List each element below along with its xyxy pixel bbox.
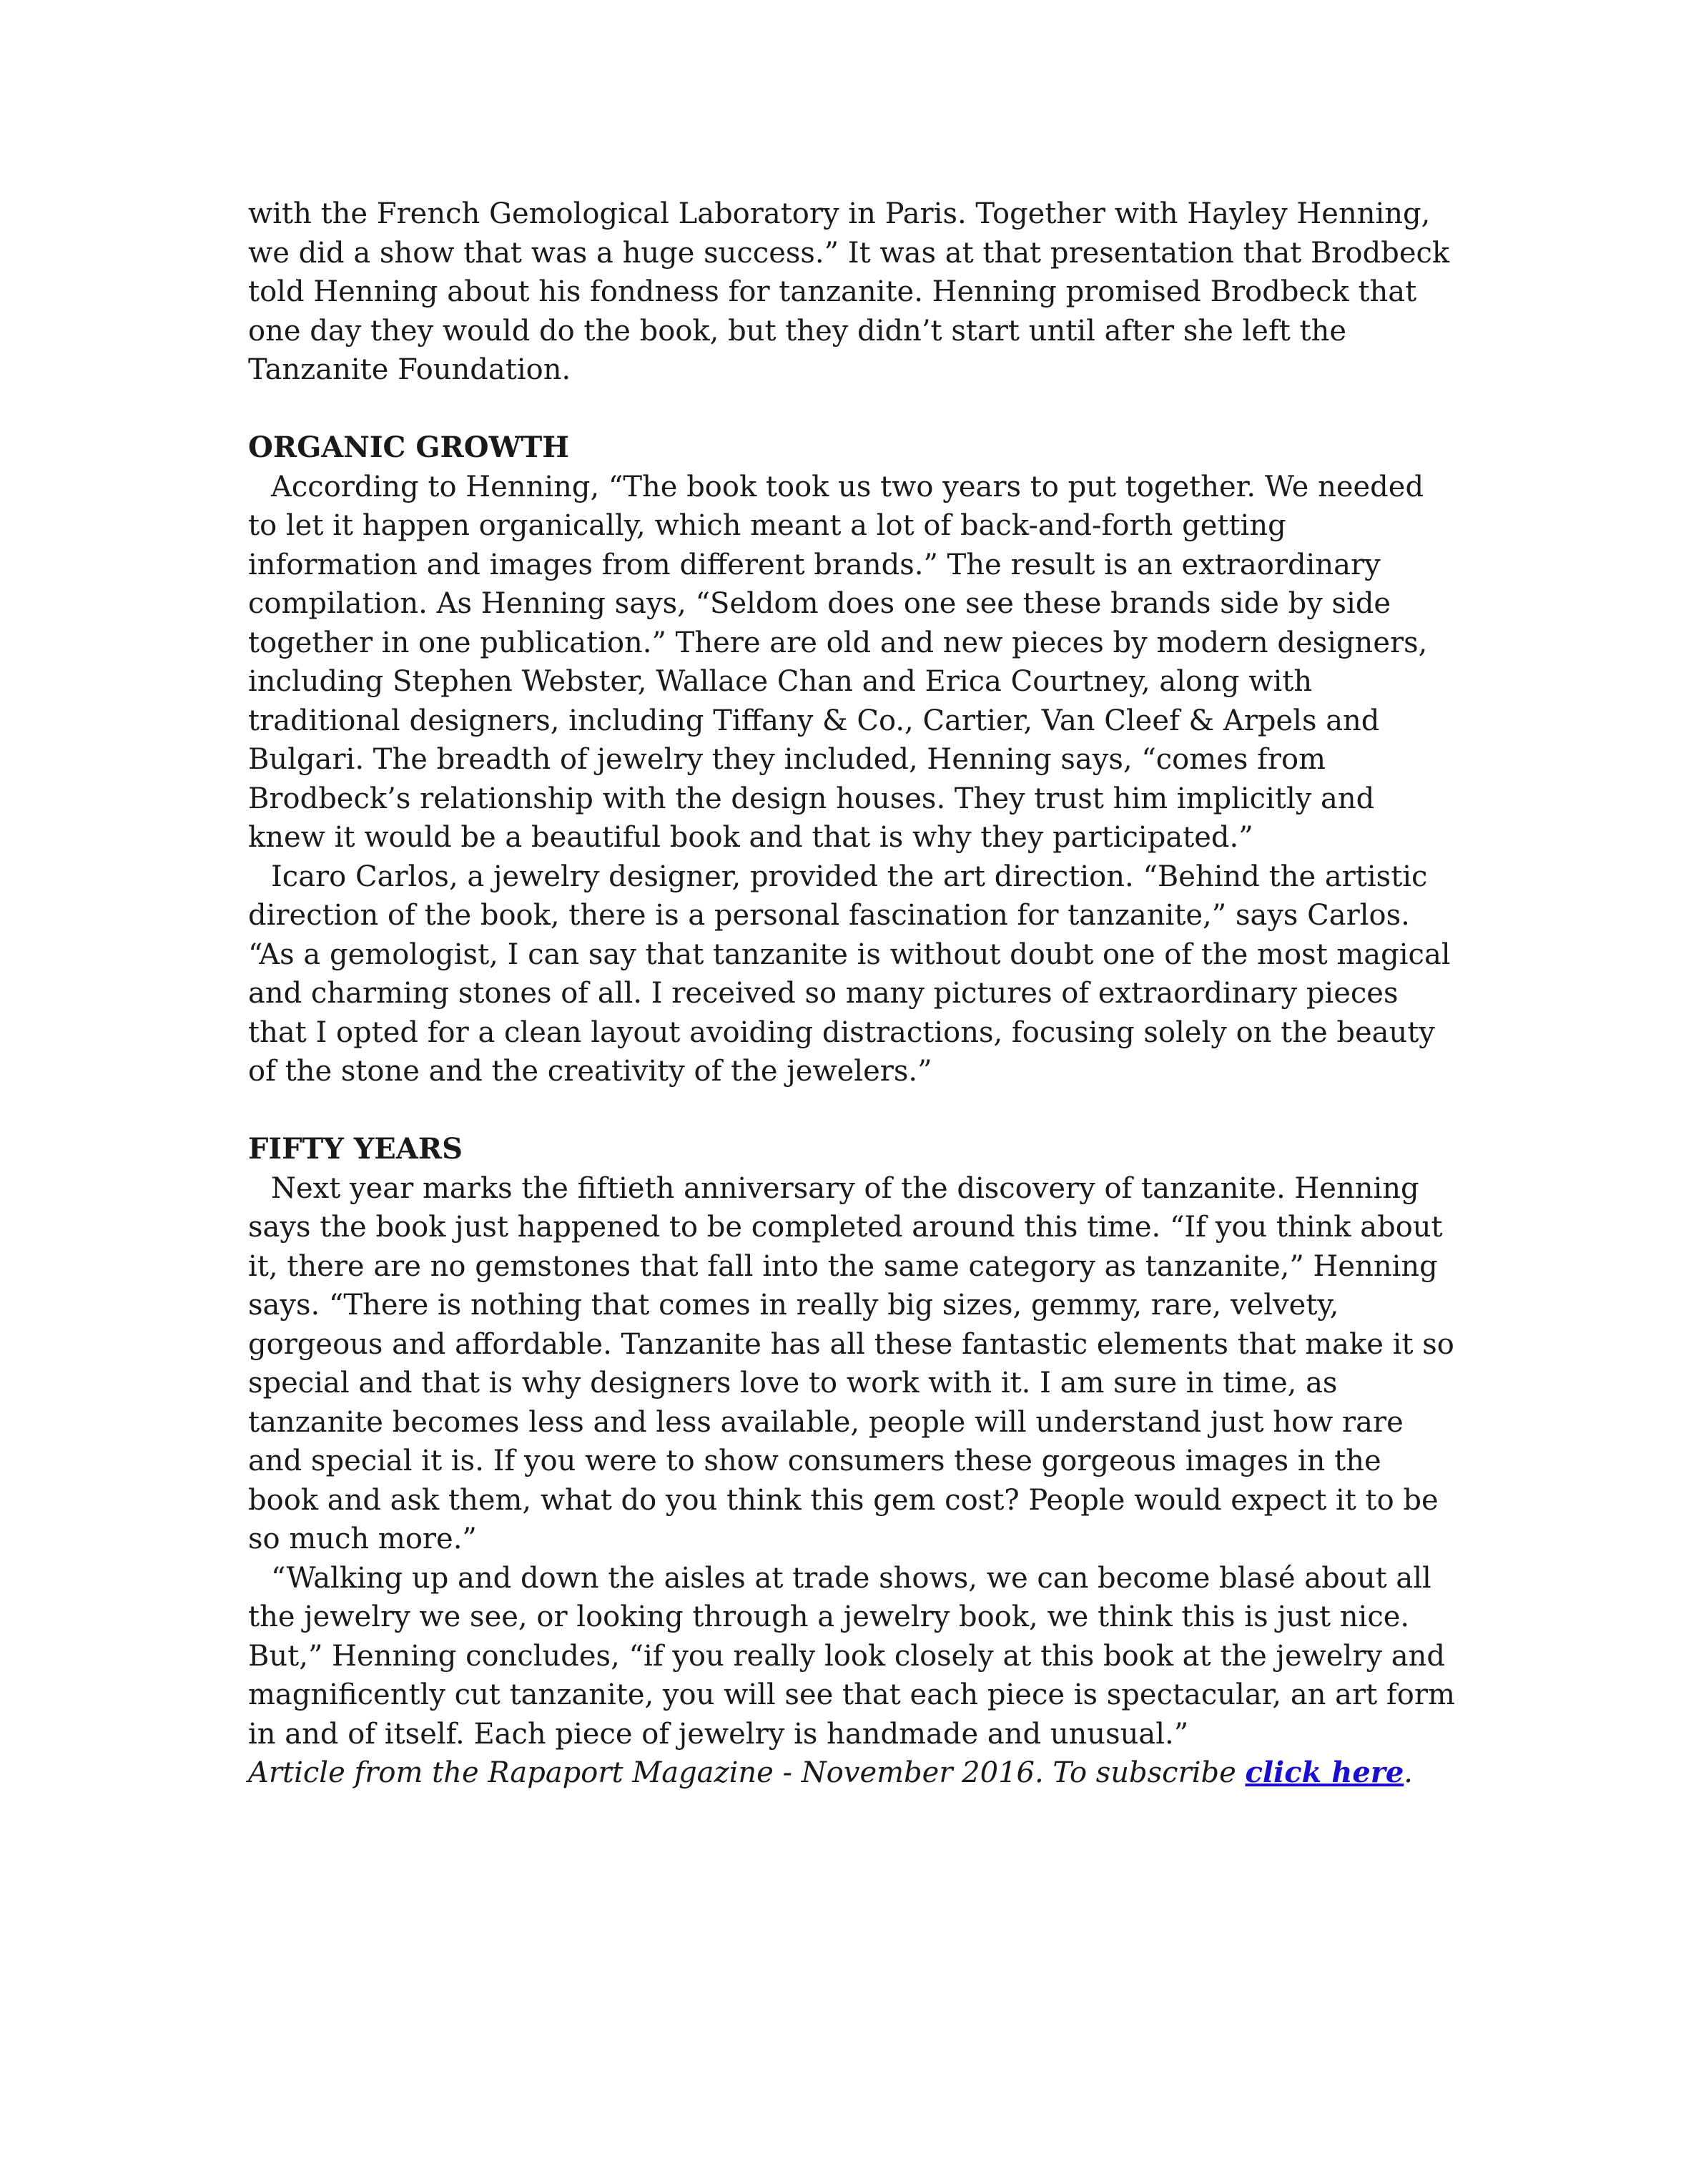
body-paragraph: According to Henning, “The book took us two years to put together. We needed to let it happen organically, which meant a lot of back-and-forth getting information and images from different brands.” The result is an extraordinary compilation. As Henning says, “Seldom does one see these brands side by side together in one publication.” There are old and new pieces by modern designers, including Stephen Webster, Wallace Chan and Erica Courtney, along with traditional designers, including Tiffany & Co., Cartier, Van Cleef & Arpels and Bulgari. The breadth of jewelry they included, Henning says, “comes from Brodbeck’s relationship with the design houses. They trust him implicitly and knew it would be a beautiful book and that is why they participated.” bbox=[248, 470, 1428, 854]
spacer bbox=[248, 390, 1456, 429]
intro-paragraph: with the French Gemological Laboratory in Paris. Together with Hayley Henning, we did a show that was a huge success.” It was at that presentation that Brodbeck told Henning about his fondness for tanzanite. Henning promised Brodbeck that one day they would do the book, but they didn’t start until after she left the Tanzanite Foundation. bbox=[248, 197, 1450, 386]
section-heading-fifty-years: FIFTY YEARS bbox=[248, 1132, 463, 1166]
article-body bbox=[248, 195, 1456, 1793]
subscribe-link[interactable]: click here bbox=[1245, 1756, 1404, 1789]
body-paragraph: Next year marks the fiftieth anniversary of the discovery of tanzanite. Henning says the book just happened to be completed around this time. “If you think about it, there are no gemstones that fall into the same category as tanzanite,” Henning says. “There is nothing that comes in really big sizes, gemmy, rare, velvety, gorgeous and affordable. Tanzanite has all these fantastic elements that make it so special and that is why designers love to work with it. I am sure in time, as tanzanite becomes less and less available, people will understand just how rare and special it is. If you were to show consumers these gorgeous images in the book and ask them, what do you think this gem cost? People would expect it to be so much more.” bbox=[248, 1171, 1454, 1555]
spacer bbox=[248, 1091, 1456, 1131]
credit-tail: . bbox=[1404, 1756, 1414, 1789]
body-paragraph: Icaro Carlos, a jewelry designer, provided the art direction. “Behind the artistic direction of the book, there is a personal fascination for tanzanite,” says Carlos. “As a gemologist, I can say that tanzanite is without doubt one of the most magical and charming stones of all. I received so many pictures of extraordinary pieces that I opted for a clean layout avoiding distractions, focusing solely on the beauty of the stone and the creativity of the jewelers.” bbox=[248, 860, 1451, 1088]
section-heading-organic-growth: ORGANIC GROWTH bbox=[248, 431, 570, 464]
body-paragraph: “Walking up and down the aisles at trade shows, we can become blasé about all the jewelry we see, or looking through a jewelry book, we think this is just nice. But,” Henning concludes, “if you really look closely at this book at the jewelry and magnificently cut tanzanite, you will see that each piece is spectacular, an art form in and of itself. Each piece of jewelry is handmade and unusual.” bbox=[248, 1561, 1455, 1751]
article-credit bbox=[248, 1753, 1456, 1793]
credit-text: Article from the Rapaport Magazine - November 2016. To subscribe bbox=[248, 1756, 1246, 1789]
